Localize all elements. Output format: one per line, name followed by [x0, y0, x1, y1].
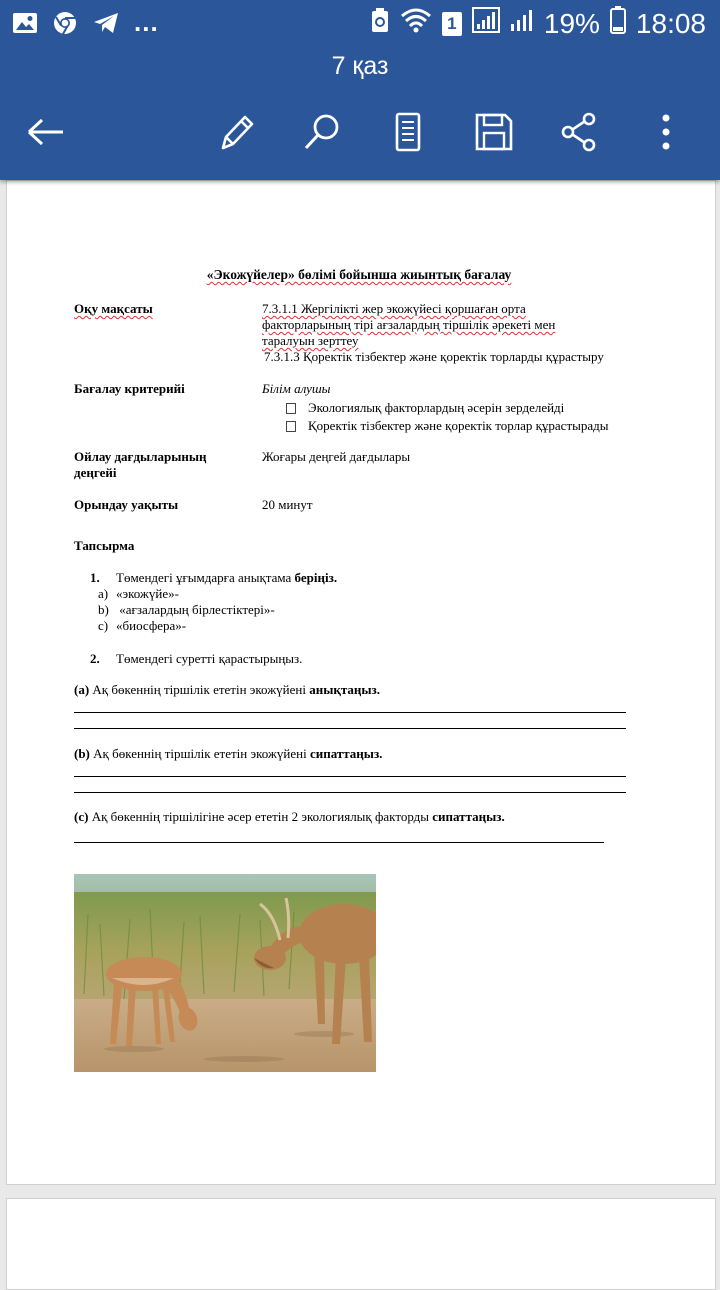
clock: 18:08 [635, 7, 706, 39]
criteria-value [262, 381, 647, 434]
answer-line[interactable] [74, 728, 626, 729]
time-label: Орындау уақыты [74, 497, 179, 512]
share-icon [560, 112, 598, 157]
question-2: 2. Төмендегі суретті қарастырыңыз. [90, 651, 303, 666]
criteria-intro: Білім алушы [262, 381, 331, 396]
document-title: 7 қаз [331, 52, 389, 80]
signal-icon [510, 7, 534, 40]
criteria-item: Қоректік тізбектер және қоректік торлар құрастырады [262, 418, 647, 434]
mobile-view-icon [394, 112, 422, 157]
saiga-antelope-photo [74, 874, 376, 1072]
share-button[interactable] [551, 108, 607, 160]
list-item: a) «экожүйе»- [98, 586, 179, 601]
doc-heading: «Экожүйелер» бөлімі бойынша жиынтық бағалау [206, 267, 512, 282]
edit-button[interactable] [208, 108, 264, 160]
more-options-button[interactable] [638, 108, 694, 160]
thinking-value: Жоғары деңгей дағдылары [262, 449, 411, 464]
document-page[interactable] [6, 180, 716, 1185]
recycle-icon [370, 7, 390, 40]
goal-line: факторларының тірі ағзалардың тіршілік әрекеті мен [262, 317, 556, 332]
battery-icon [610, 6, 626, 41]
back-arrow-icon [26, 117, 66, 152]
more-notifications: ... [134, 7, 159, 37]
goal-line: 7.3.1.3 Қоректік тізбектер және қоректік торларды құрастыру [264, 349, 604, 364]
criteria-label: Бағалау критерийі [74, 381, 185, 396]
goal-line: 7.3.1.1 Жергілікті жер экожүйесі қоршаған орта [262, 301, 526, 316]
gallery-icon [12, 11, 38, 40]
battery-percent: 19% [543, 7, 600, 39]
goal-line: таралуын зерттеу [262, 333, 359, 348]
checkbox-glyph [286, 421, 296, 432]
task-heading: Тапсырма [74, 538, 135, 553]
search-button[interactable] [294, 108, 350, 160]
list-item: b) «ағзалардың бірлестіктері»- [98, 602, 275, 617]
more-vert-icon [661, 113, 671, 156]
question-2a: (a) Ақ бөкеннің тіршілік ететін экожүйені анықтаңыз. [74, 682, 381, 697]
time-value: 20 минут [262, 497, 313, 512]
goal-value [262, 301, 647, 365]
next-page[interactable] [6, 1198, 716, 1290]
answer-line[interactable] [74, 712, 626, 713]
sim1-icon: 1 [442, 12, 462, 36]
answer-line[interactable] [74, 842, 604, 843]
question-1-items [74, 586, 668, 634]
list-item: c) «биосфера»- [98, 618, 187, 633]
goal-label: Оқу мақсаты [74, 301, 153, 316]
chrome-icon [52, 10, 78, 41]
save-icon [475, 113, 513, 156]
question-2c: (c) Ақ бөкеннің тіршілігіне әсер ететін 2 экологиялық факторды сипаттаңыз. [74, 809, 505, 824]
status-bar [0, 0, 720, 48]
save-button[interactable] [466, 108, 522, 160]
app-bar [0, 0, 720, 180]
criteria-item: Экологиялық факторлардың әсерін зерделейді [262, 400, 647, 416]
search-icon [302, 112, 342, 157]
signal-icon [472, 7, 500, 40]
question-2b: (b) Ақ бөкеннің тіршілік ететін экожүйені сипаттаңыз. [74, 746, 383, 761]
answer-line[interactable] [74, 776, 626, 777]
checkbox-glyph [286, 403, 296, 414]
answer-line[interactable] [74, 792, 626, 793]
mobile-view-button[interactable] [380, 108, 436, 160]
telegram-icon [92, 11, 120, 40]
wifi-icon [400, 7, 432, 40]
back-button[interactable] [18, 108, 74, 160]
thinking-label: Ойлау дағдыларының деңгейі [74, 449, 207, 480]
edit-pencil-icon [217, 112, 255, 157]
question-1: 1. Төмендегі ұғымдарға анықтама беріңіз. [90, 570, 338, 585]
